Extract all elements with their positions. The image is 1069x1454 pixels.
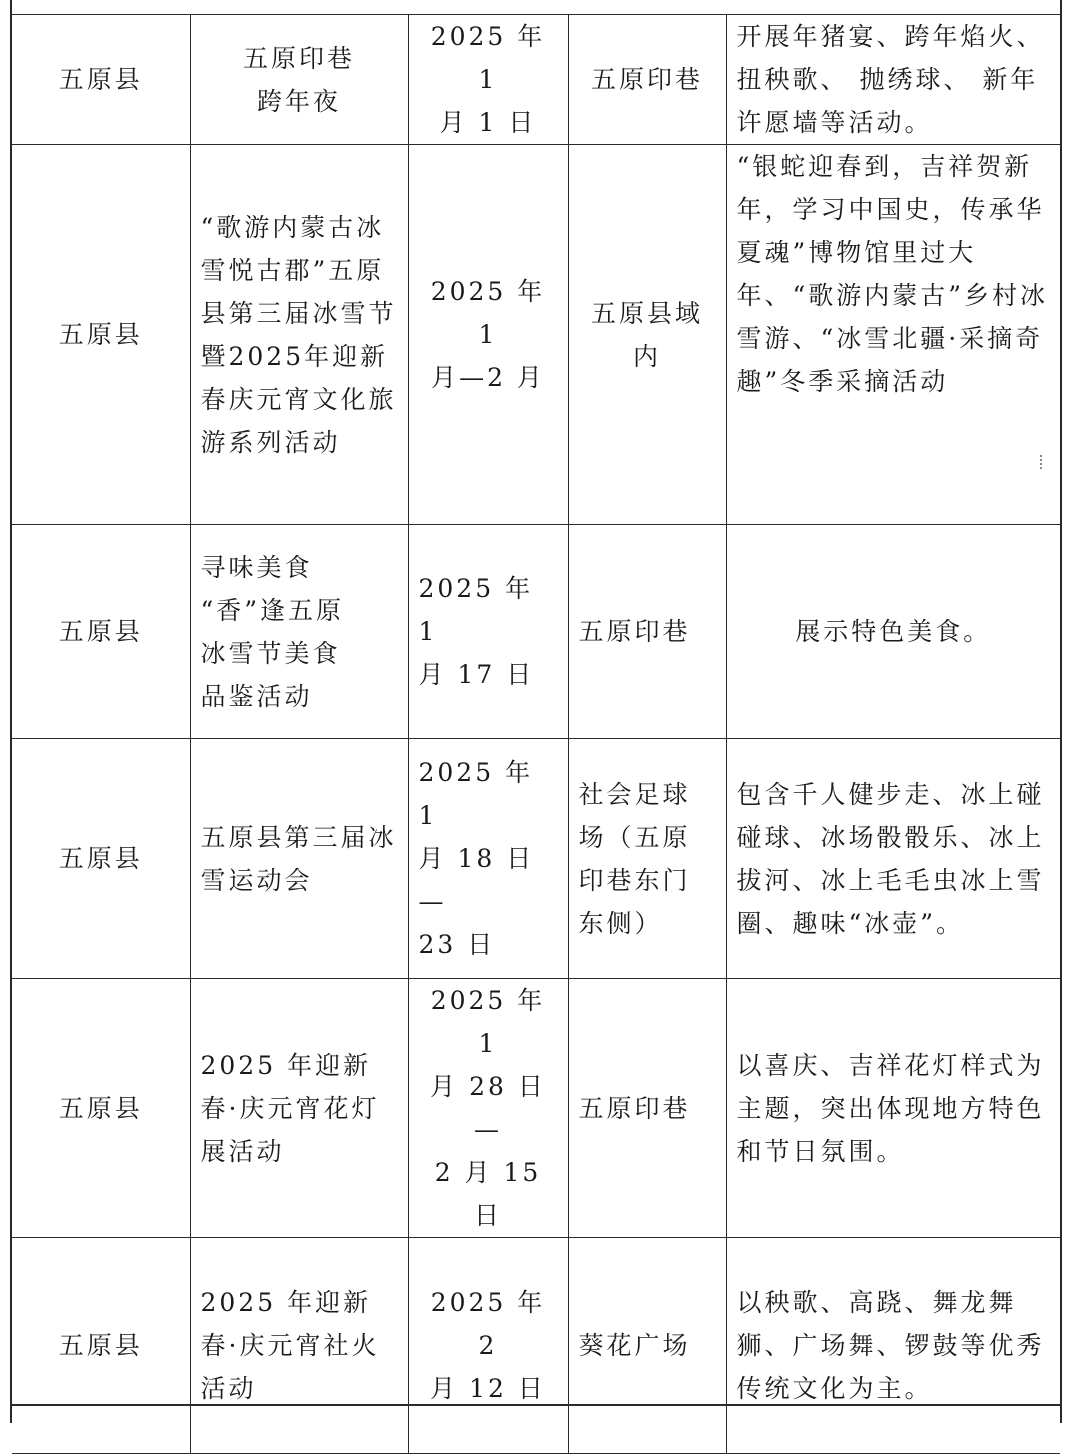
table-row (12, 15, 1060, 145)
activity-schedule-table (12, 14, 1060, 1454)
activity-place-cell: 五原印巷 (568, 15, 726, 145)
county-cell: 五原县 (12, 525, 190, 739)
activity-place-cell: 五原印巷 (568, 979, 726, 1238)
table-row (12, 525, 1060, 739)
activity-place-cell: 社会足球场（五原印巷东门东侧） (568, 739, 726, 979)
activity-date-cell: 2025 年 1 月 17 日 (408, 525, 568, 739)
county-cell: 五原县 (12, 739, 190, 979)
activity-place-cell: 五原县域 内 (568, 145, 726, 525)
activity-name-cell: 2025 年迎新春·庆元宵社火活动 (190, 1238, 408, 1454)
activity-content-cell: 以喜庆、吉祥花灯样式为主题，突出体现地方特色和节日氛围。 (726, 979, 1060, 1238)
activity-content-cell: 展示特色美食。 (726, 525, 1060, 739)
activity-content-cell: 包含千人健步走、冰上碰碰球、冰场骰骰乐、冰上拔河、冰上毛毛虫冰上雪圈、趣味“冰壶”。 (726, 739, 1060, 979)
county-cell: 五原县 (12, 1238, 190, 1454)
county-cell: 五原县 (12, 15, 190, 145)
activity-place-cell: 五原印巷 (568, 525, 726, 739)
table-row (12, 739, 1060, 979)
table-row (12, 1238, 1060, 1454)
activity-date-cell: 2025 年 1 月 18 日— 23 日 (408, 739, 568, 979)
county-cell: 五原县 (12, 145, 190, 525)
activity-content-cell: 开展年猪宴、跨年焰火、扭秧歌、 抛绣球、 新年许愿墙等活动。 (726, 15, 1060, 145)
activity-place-cell: 葵花广场 (568, 1238, 726, 1454)
activity-date-cell: 2025 年 1 月 28 日— 2 月 15 日 (408, 979, 568, 1238)
activity-name-cell: 寻味美食 “香”逢五原 冰雪节美食 品鉴活动 (190, 525, 408, 739)
activity-content-cell: 以秧歌、高跷、舞龙舞狮、广场舞、锣鼓等优秀传统文化为主。 (726, 1238, 1060, 1454)
table-row (12, 979, 1060, 1238)
county-cell: 五原县 (12, 979, 190, 1238)
table-row (12, 145, 1060, 525)
activity-content-cell: “银蛇迎春到，吉祥贺新年，学习中国史，传承华夏魂”博物馆里过大年、“歌游内蒙古”乡村冰雪游、“冰雪北疆·采摘奇趣”冬季采摘活动 (726, 145, 1060, 525)
activity-name-cell: 五原印巷 跨年夜 (190, 15, 408, 145)
activity-name-cell: 2025 年迎新春·庆元宵花灯展活动 (190, 979, 408, 1238)
activity-date-cell: 2025 年 1 月—2 月 (408, 145, 568, 525)
scan-speck-mark (1040, 455, 1048, 469)
activity-date-cell: 2025 年 2 月 12 日 (408, 1238, 568, 1454)
table-bottom-rule (10, 1404, 1062, 1406)
activity-date-cell: 2025 年 1 月 1 日 (408, 15, 568, 145)
activity-name-cell: 五原县第三届冰雪运动会 (190, 739, 408, 979)
activity-name-cell: “歌游内蒙古冰雪悦古郡”五原县第三届冰雪节暨2025年迎新春庆元宵文化旅游系列活动 (190, 145, 408, 525)
schedule-table-frame (10, 0, 1062, 1423)
